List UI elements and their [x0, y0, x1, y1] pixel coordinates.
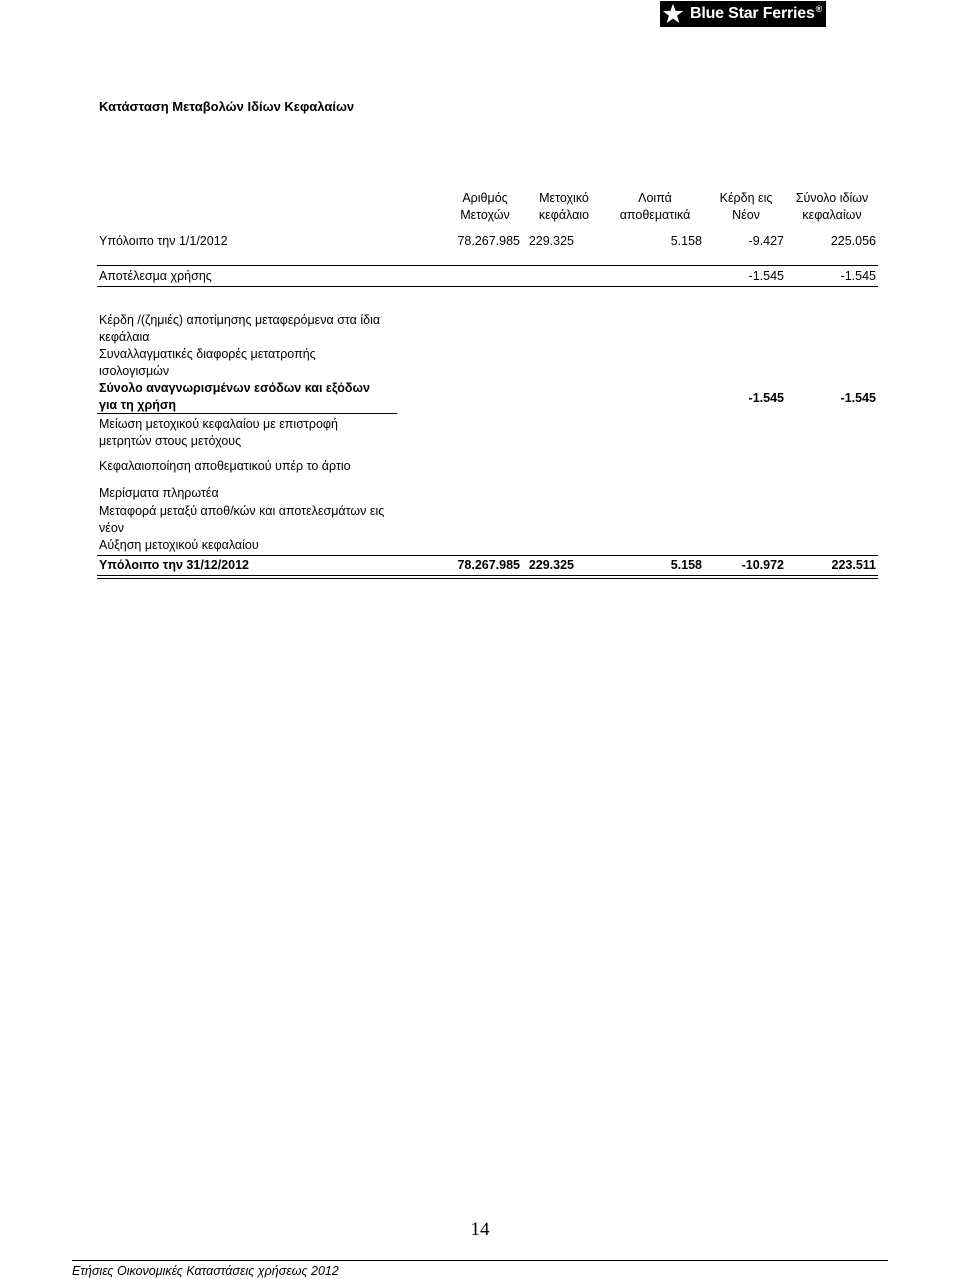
footer-text: Ετήσιες Οικονομικές Καταστάσεις χρήσεως 2012	[72, 1264, 339, 1278]
star-icon	[660, 1, 686, 27]
table-row-fx-differences: Συναλλαγματικές διαφορές μετατροπής ισολογισμών	[99, 347, 316, 378]
table-row-capital-return: Μείωση μετοχικού κεφαλαίου με επιστροφή μετρητών στους μετόχους	[99, 417, 338, 448]
column-header-total-equity: Σύνολο ιδίων κεφαλαίων	[795, 191, 869, 222]
footer-divider	[72, 1260, 888, 1261]
divider	[97, 555, 878, 556]
table-row-reserves-transfer: Μεταφορά μεταξύ αποθ/κών και αποτελεσμάτων εις νέον	[99, 504, 385, 535]
double-rule-bottom	[97, 578, 878, 579]
cell-shares: 78.267.985	[457, 558, 520, 572]
divider	[97, 265, 878, 266]
column-header-retained-earnings: Κέρδη εις Νέον	[719, 191, 773, 222]
cell-share-capital: 229.325	[528, 558, 574, 572]
row-label: Σύνολο αναγνωρισμένων εσόδων και εξόδων για τη χρήση	[99, 381, 370, 412]
divider	[97, 286, 878, 287]
cell-other-reserves: 5.158	[670, 234, 702, 248]
company-logo	[660, 1, 826, 27]
cell-total-equity: -1.545	[840, 391, 876, 405]
cell-other-reserves: 5.158	[670, 558, 702, 572]
cell-retained-earnings: -9.427	[748, 234, 784, 248]
page-number: 14	[470, 1219, 490, 1240]
page-title: Κατάσταση Μεταβολών Ιδίων Κεφαλαίων	[99, 99, 355, 114]
cell-total-equity: -1.545	[840, 269, 876, 283]
cell-share-capital: 229.325	[528, 234, 574, 248]
column-header-share-capital: Μετοχικό κεφάλαιο	[538, 191, 590, 222]
divider	[97, 413, 397, 414]
logo-text: Blue Star Ferries	[690, 5, 815, 22]
table-row-fair-value: Κέρδη /(ζημιές) αποτίμησης μεταφερόμενα στα ίδια κεφάλαια	[99, 313, 381, 344]
cell-retained-earnings: -1.545	[748, 269, 784, 283]
row-label: Υπόλοιπο την 1/1/2012	[99, 234, 228, 248]
double-rule-top	[97, 575, 878, 576]
column-header-other-reserves: Λοιπά αποθεματικά	[619, 191, 691, 222]
registered-mark: ®	[815, 4, 823, 14]
cell-total-equity: 225.056	[830, 234, 876, 248]
table-row-dividends: Μερίσματα πληρωτέα	[99, 486, 219, 500]
cell-shares: 78.267.985	[457, 234, 520, 248]
table-row-share-premium-capitalisation: Κεφαλαιοποίηση αποθεματικού υπέρ το άρτιο	[99, 459, 351, 473]
table-row-capital-increase: Αύξηση μετοχικού κεφαλαίου	[99, 538, 259, 552]
cell-retained-earnings: -10.972	[741, 558, 784, 572]
cell-retained-earnings: -1.545	[748, 391, 784, 405]
cell-total-equity: 223.511	[831, 558, 876, 572]
column-header-shares: Αριθμός Μετοχών	[460, 191, 510, 222]
row-label: Υπόλοιπο την 31/12/2012	[99, 558, 249, 572]
row-label: Αποτέλεσμα χρήσης	[99, 269, 212, 283]
